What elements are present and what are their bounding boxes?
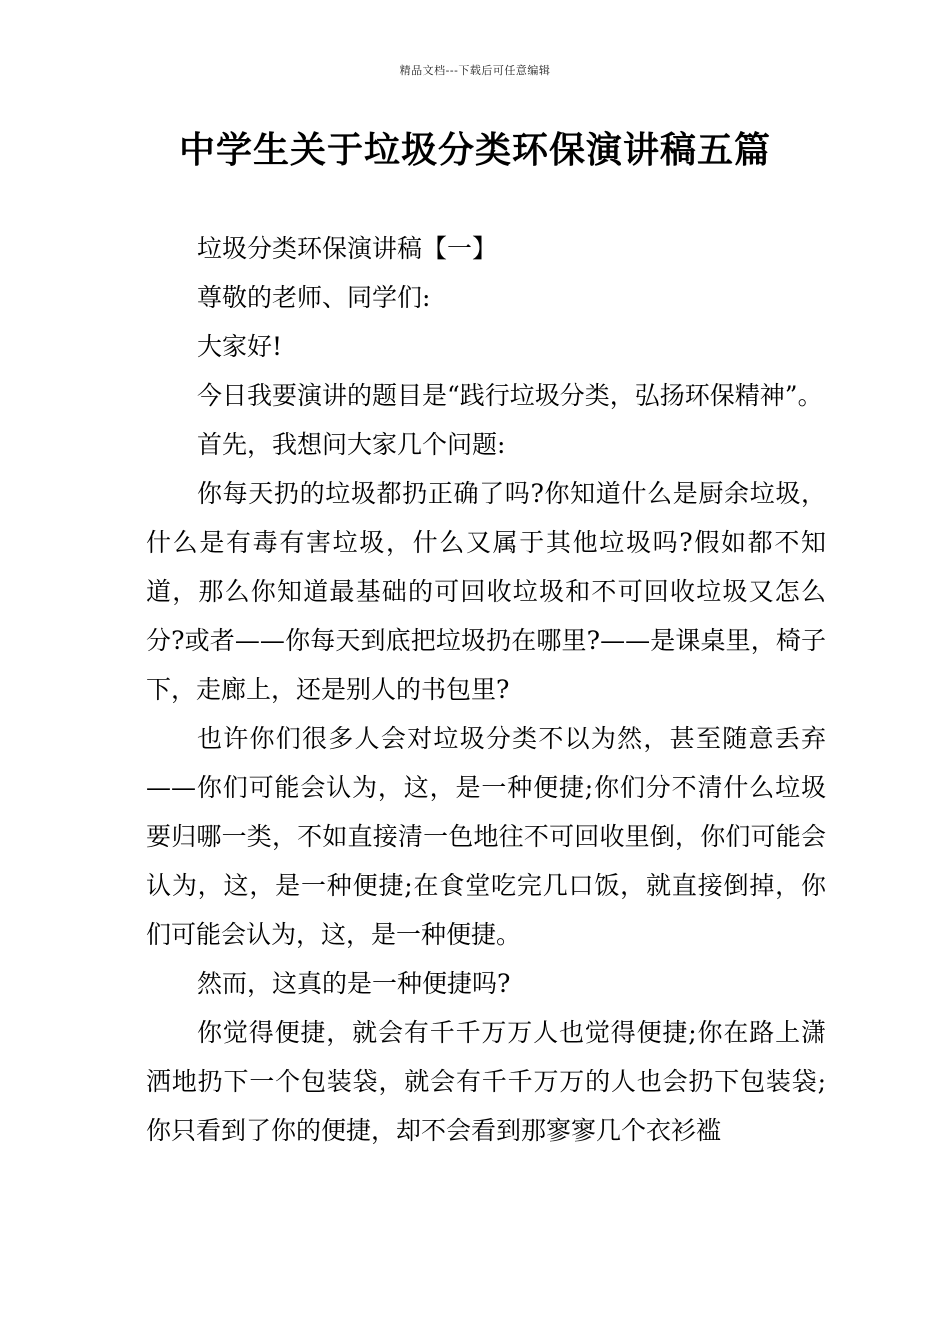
paragraph-7: 也许你们很多人会对垃圾分类不以为然，甚至随意丢弃——你们可能会认为，这，是一种便捷;你们分不清什么垃圾要归哪一类，不如直接清一色地往不可回收里倒，你们可能会认为，这，是一种便捷;在食堂吃完几口饭，就直接倒掉，你们可能会认为，这，是一种便捷。 xyxy=(146,724,826,949)
document-body xyxy=(146,224,826,1155)
paragraph-9: 你觉得便捷，就会有千千万万人也觉得便捷;你在路上潇洒地扔下一个包装袋，就会有千千万万的人也会扔下包装袋;你只看到了你的便捷，却不会看到那寥寥几个衣衫褴 xyxy=(146,1018,826,1145)
document-title: 中学生关于垃圾分类环保演讲稿五篇 xyxy=(178,130,771,171)
paragraph-1: 垃圾分类环保演讲稿【一】 xyxy=(197,234,498,263)
paragraph-3: 大家好! xyxy=(197,332,283,361)
paragraph-5: 首先，我想问大家几个问题: xyxy=(197,430,506,459)
paragraph-4: 今日我要演讲的题目是“践行垃圾分类，弘扬环保精神”。 xyxy=(197,381,823,410)
header-note: 精品文档---下载后可任意编辑 xyxy=(399,64,551,77)
paragraph-8: 然而，这真的是一种便捷吗? xyxy=(197,969,511,998)
paragraph-2: 尊敬的老师、同学们: xyxy=(197,283,431,312)
paragraph-6: 你每天扔的垃圾都扔正确了吗?你知道什么是厨余垃圾，什么是有毒有害垃圾，什么又属于其他垃圾吗?假如都不知道，那么你知道最基础的可回收垃圾和不可回收垃圾又怎么分?或者——你每天到底把垃圾扔在哪里?——是课桌里，椅子下，走廊上，还是别人的书包里? xyxy=(146,479,826,704)
